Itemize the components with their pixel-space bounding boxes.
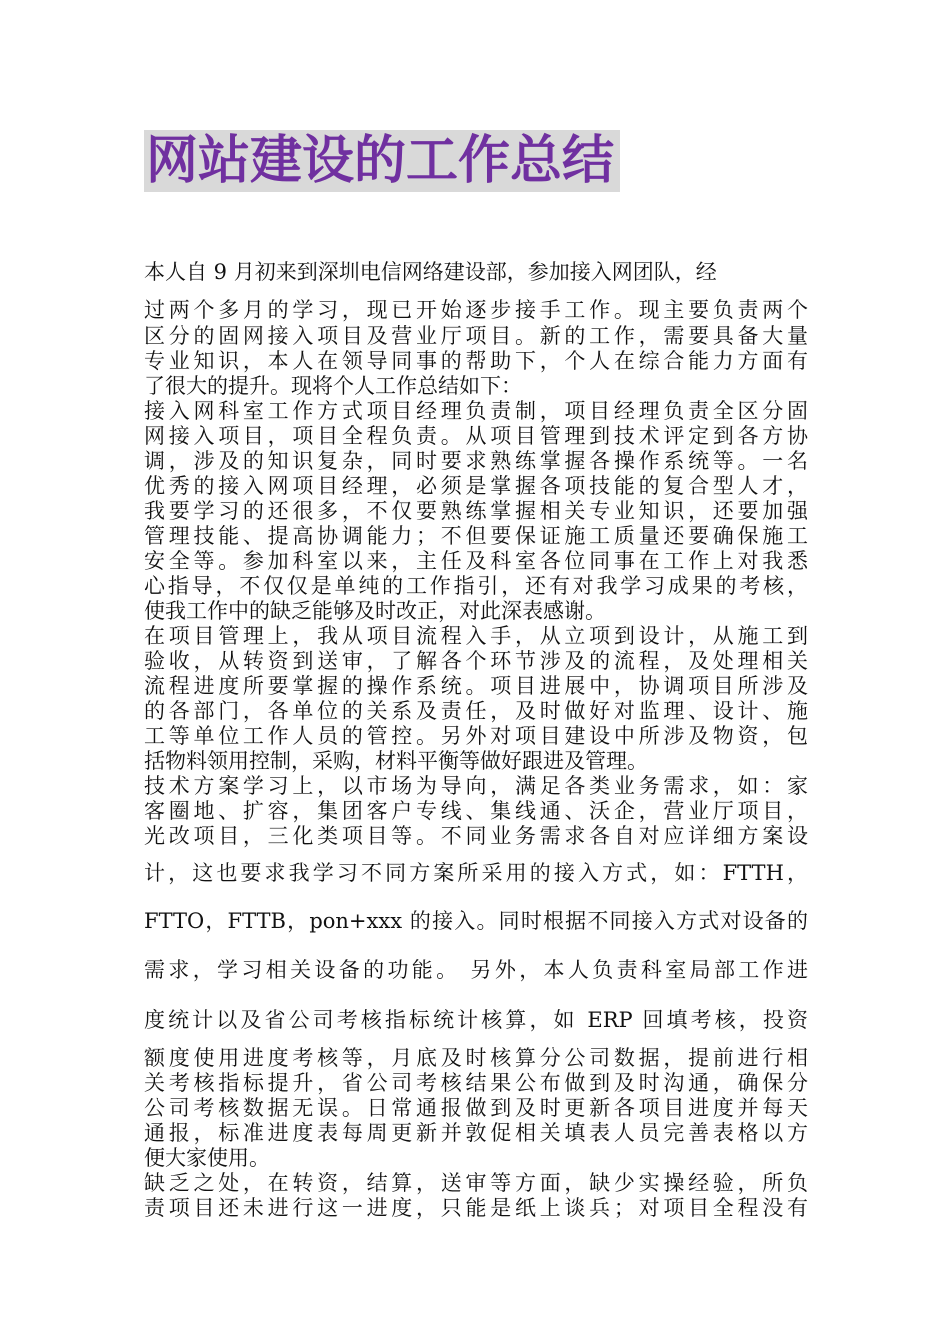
- body-line: 工等单位工作人员的管控。另外对项目建设中所涉及物资，包: [144, 724, 808, 748]
- body-line: 便大家使用。: [144, 1146, 270, 1170]
- body-line: 需求，学习相关设备的功能。 另外，本人负责科室局部工作进: [144, 958, 808, 982]
- body-line: 调，涉及的知识复杂，同时要求熟练掌握各操作系统等。一名: [144, 449, 808, 473]
- body-line: 接入网科室工作方式项目经理负责制，项目经理负责全区分固: [144, 399, 808, 423]
- body-line: 光改项目，三化类项目等。不同业务需求各自对应详细方案设: [144, 824, 808, 848]
- body-line: 通报，标准进度表每周更新并敦促相关填表人员完善表格以方: [144, 1121, 808, 1145]
- body-line: 安全等。参加科室以来，主任及科室各位同事在工作上对我悉: [144, 549, 808, 573]
- body-line: 关考核指标提升，省公司考核结果公布做到及时沟通，确保分: [144, 1071, 808, 1095]
- body-line: 流程进度所要掌握的操作系统。项目进展中，协调项目所涉及: [144, 674, 808, 698]
- body-line: 过两个多月的学习，现已开始逐步接手工作。现主要负责两个: [144, 298, 808, 322]
- body-line: 度统计以及省公司考核指标统计核算，如 ERP 回填考核，投资: [144, 1008, 808, 1032]
- body-line: 在项目管理上，我从项目流程入手，从立项到设计，从施工到: [144, 624, 808, 648]
- body-line: 我要学习的还很多，不仅要熟练掌握相关专业知识，还要加强: [144, 499, 808, 523]
- body-line: 计，这也要求我学习不同方案所采用的接入方式，如：FTTH，: [144, 861, 808, 885]
- body-line: 优秀的接入网项目经理，必须是掌握各项技能的复合型人才，: [144, 474, 808, 498]
- body-line: 公司考核数据无误。日常通报做到及时更新各项目进度并每天: [144, 1096, 808, 1120]
- body-line: 缺乏之处，在转资，结算，送审等方面，缺少实操经验，所负: [144, 1171, 808, 1195]
- body-line: 本人自 9 月初来到深圳电信网络建设部，参加接入网团队，经: [144, 260, 717, 284]
- body-line: 括物料领用控制，采购，材料平衡等做好跟进及管理。: [144, 749, 648, 773]
- document-title: 网站建设的工作总结: [144, 130, 620, 192]
- body-line: 了很大的提升。现将个人工作总结如下：: [144, 374, 522, 398]
- body-line: 心指导，不仅仅是单纯的工作指引，还有对我学习成果的考核，: [144, 574, 808, 598]
- body-line: 验收，从转资到送审，了解各个环节涉及的流程，及处理相关: [144, 649, 808, 673]
- body-line: FTTO，FTTB，pon+xxx 的接入。同时根据不同接入方式对设备的: [144, 909, 808, 933]
- body-line: 技术方案学习上，以市场为导向，满足各类业务需求，如：家: [144, 774, 808, 798]
- body-line: 区分的固网接入项目及营业厅项目。新的工作，需要具备大量: [144, 324, 808, 348]
- body-line: 网接入项目，项目全程负责。从项目管理到技术评定到各方协: [144, 424, 808, 448]
- body-line: 责项目还未进行这一进度，只能是纸上谈兵；对项目全程没有: [144, 1196, 808, 1220]
- body-line: 额度使用进度考核等，月底及时核算分公司数据，提前进行相: [144, 1046, 808, 1070]
- body-line: 管理技能、提高协调能力；不但要保证施工质量还要确保施工: [144, 524, 808, 548]
- body-line: 使我工作中的缺乏能够及时改正，对此深表感谢。: [144, 599, 606, 623]
- body-line: 客圈地、扩容，集团客户专线、集线通、沃企，营业厅项目，: [144, 799, 808, 823]
- body-line: 的各部门，各单位的关系及责任，及时做好对监理、设计、施: [144, 699, 808, 723]
- body-line: 专业知识，本人在领导同事的帮助下，个人在综合能力方面有: [144, 349, 808, 373]
